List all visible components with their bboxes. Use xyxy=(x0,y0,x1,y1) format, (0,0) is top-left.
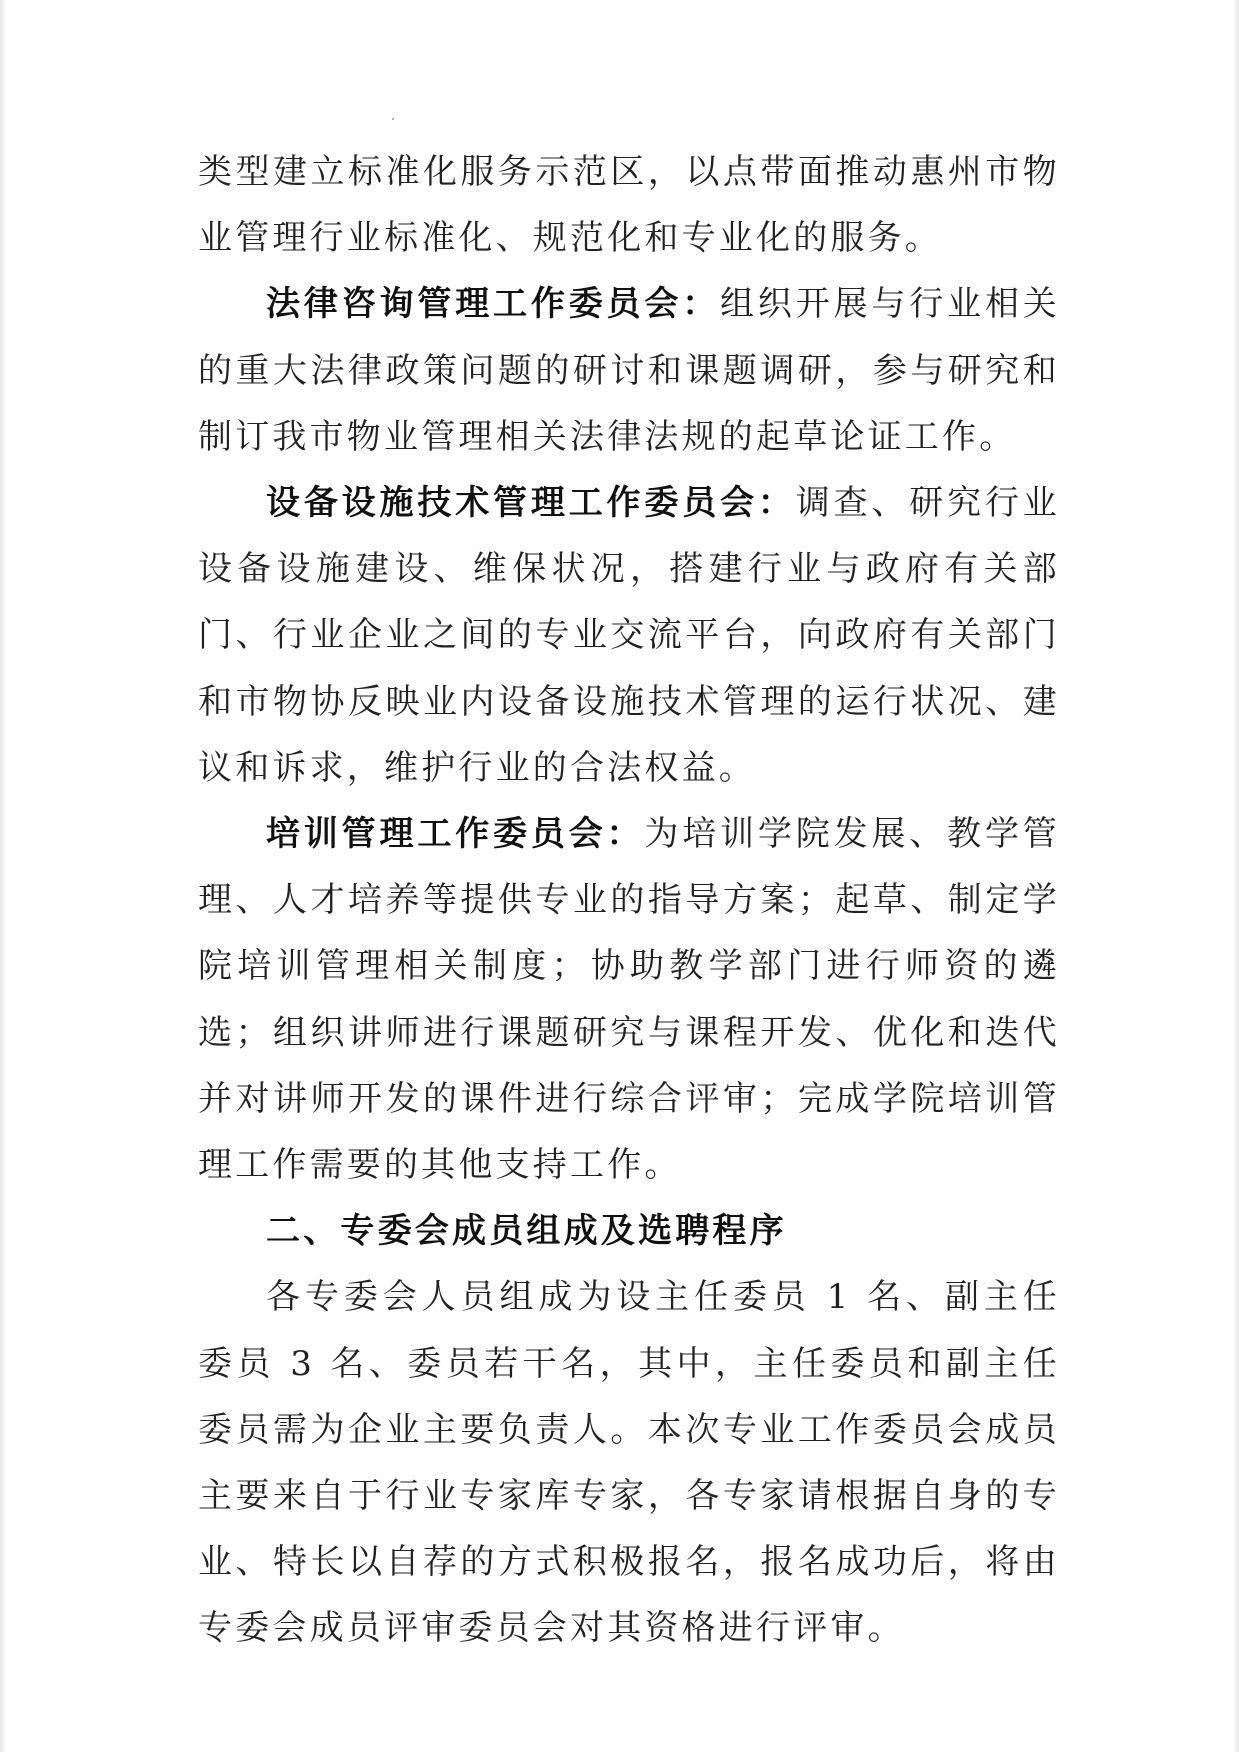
paragraph-legal-committee xyxy=(198,271,1060,470)
paragraph-member-composition xyxy=(198,1264,1060,1661)
paragraph-text: 各专委会人员组成为设主任委员 1 名、副主任委员 3 名、委员若干名，其中，主任委员和副主任委员需为企业主要负责人。本次专业工作委员会成员主要来自于行业专家库专家，各专家请根据自身的专业、特长以自荐的方式积极报名，报名成功后，将由专委会成员评审委员会对其资格进行评审。 xyxy=(198,1277,1060,1649)
paragraph-heading: 设备设施技术管理工作委员会： xyxy=(266,483,796,524)
paragraph-text: 调查、研究行业设备设施建设、维保状况，搭建行业与政府有关部门、行业企业之间的专业交流平台，向政府有关部门和市物协反映业内设备设施技术管理的运行状况、建议和诉求，维护行业的合法权益。 xyxy=(198,483,1060,788)
paragraph-training-committee xyxy=(198,801,1060,1198)
scan-edge-left xyxy=(0,0,6,1752)
paragraph-text: 组织开展与行业相关的重大法律政策问题的研讨和课题调研，参与研究和制订我市物业管理相关法律法规的起草论证工作。 xyxy=(198,284,1060,457)
scan-edge-right xyxy=(1233,0,1239,1752)
paragraph-heading: 培训管理工作委员会： xyxy=(266,814,645,855)
paragraph-equipment-committee xyxy=(198,470,1060,801)
document-body xyxy=(198,139,1060,1662)
scan-dust-mark xyxy=(392,118,394,120)
paragraph-heading: 法律咨询管理工作委员会： xyxy=(266,284,721,325)
section-heading: 二、专委会成员组成及选聘程序 xyxy=(266,1211,787,1252)
paragraph-continuation xyxy=(198,139,1060,271)
paragraph-text: 为培训学院发展、教学管理、人才培养等提供专业的指导方案；起草、制定学院培训管理相关制度；协助教学部门进行师资的遴选；组织讲师进行课题研究与课程开发、优化和迭代并对讲师开发的课件进行综合评审；完成学院培训管理工作需要的其他支持工作。 xyxy=(198,814,1061,1186)
paragraph-text: 类型建立标准化服务示范区，以点带面推动惠州市物业管理行业标准化、规范化和专业化的服务。 xyxy=(198,152,1060,259)
